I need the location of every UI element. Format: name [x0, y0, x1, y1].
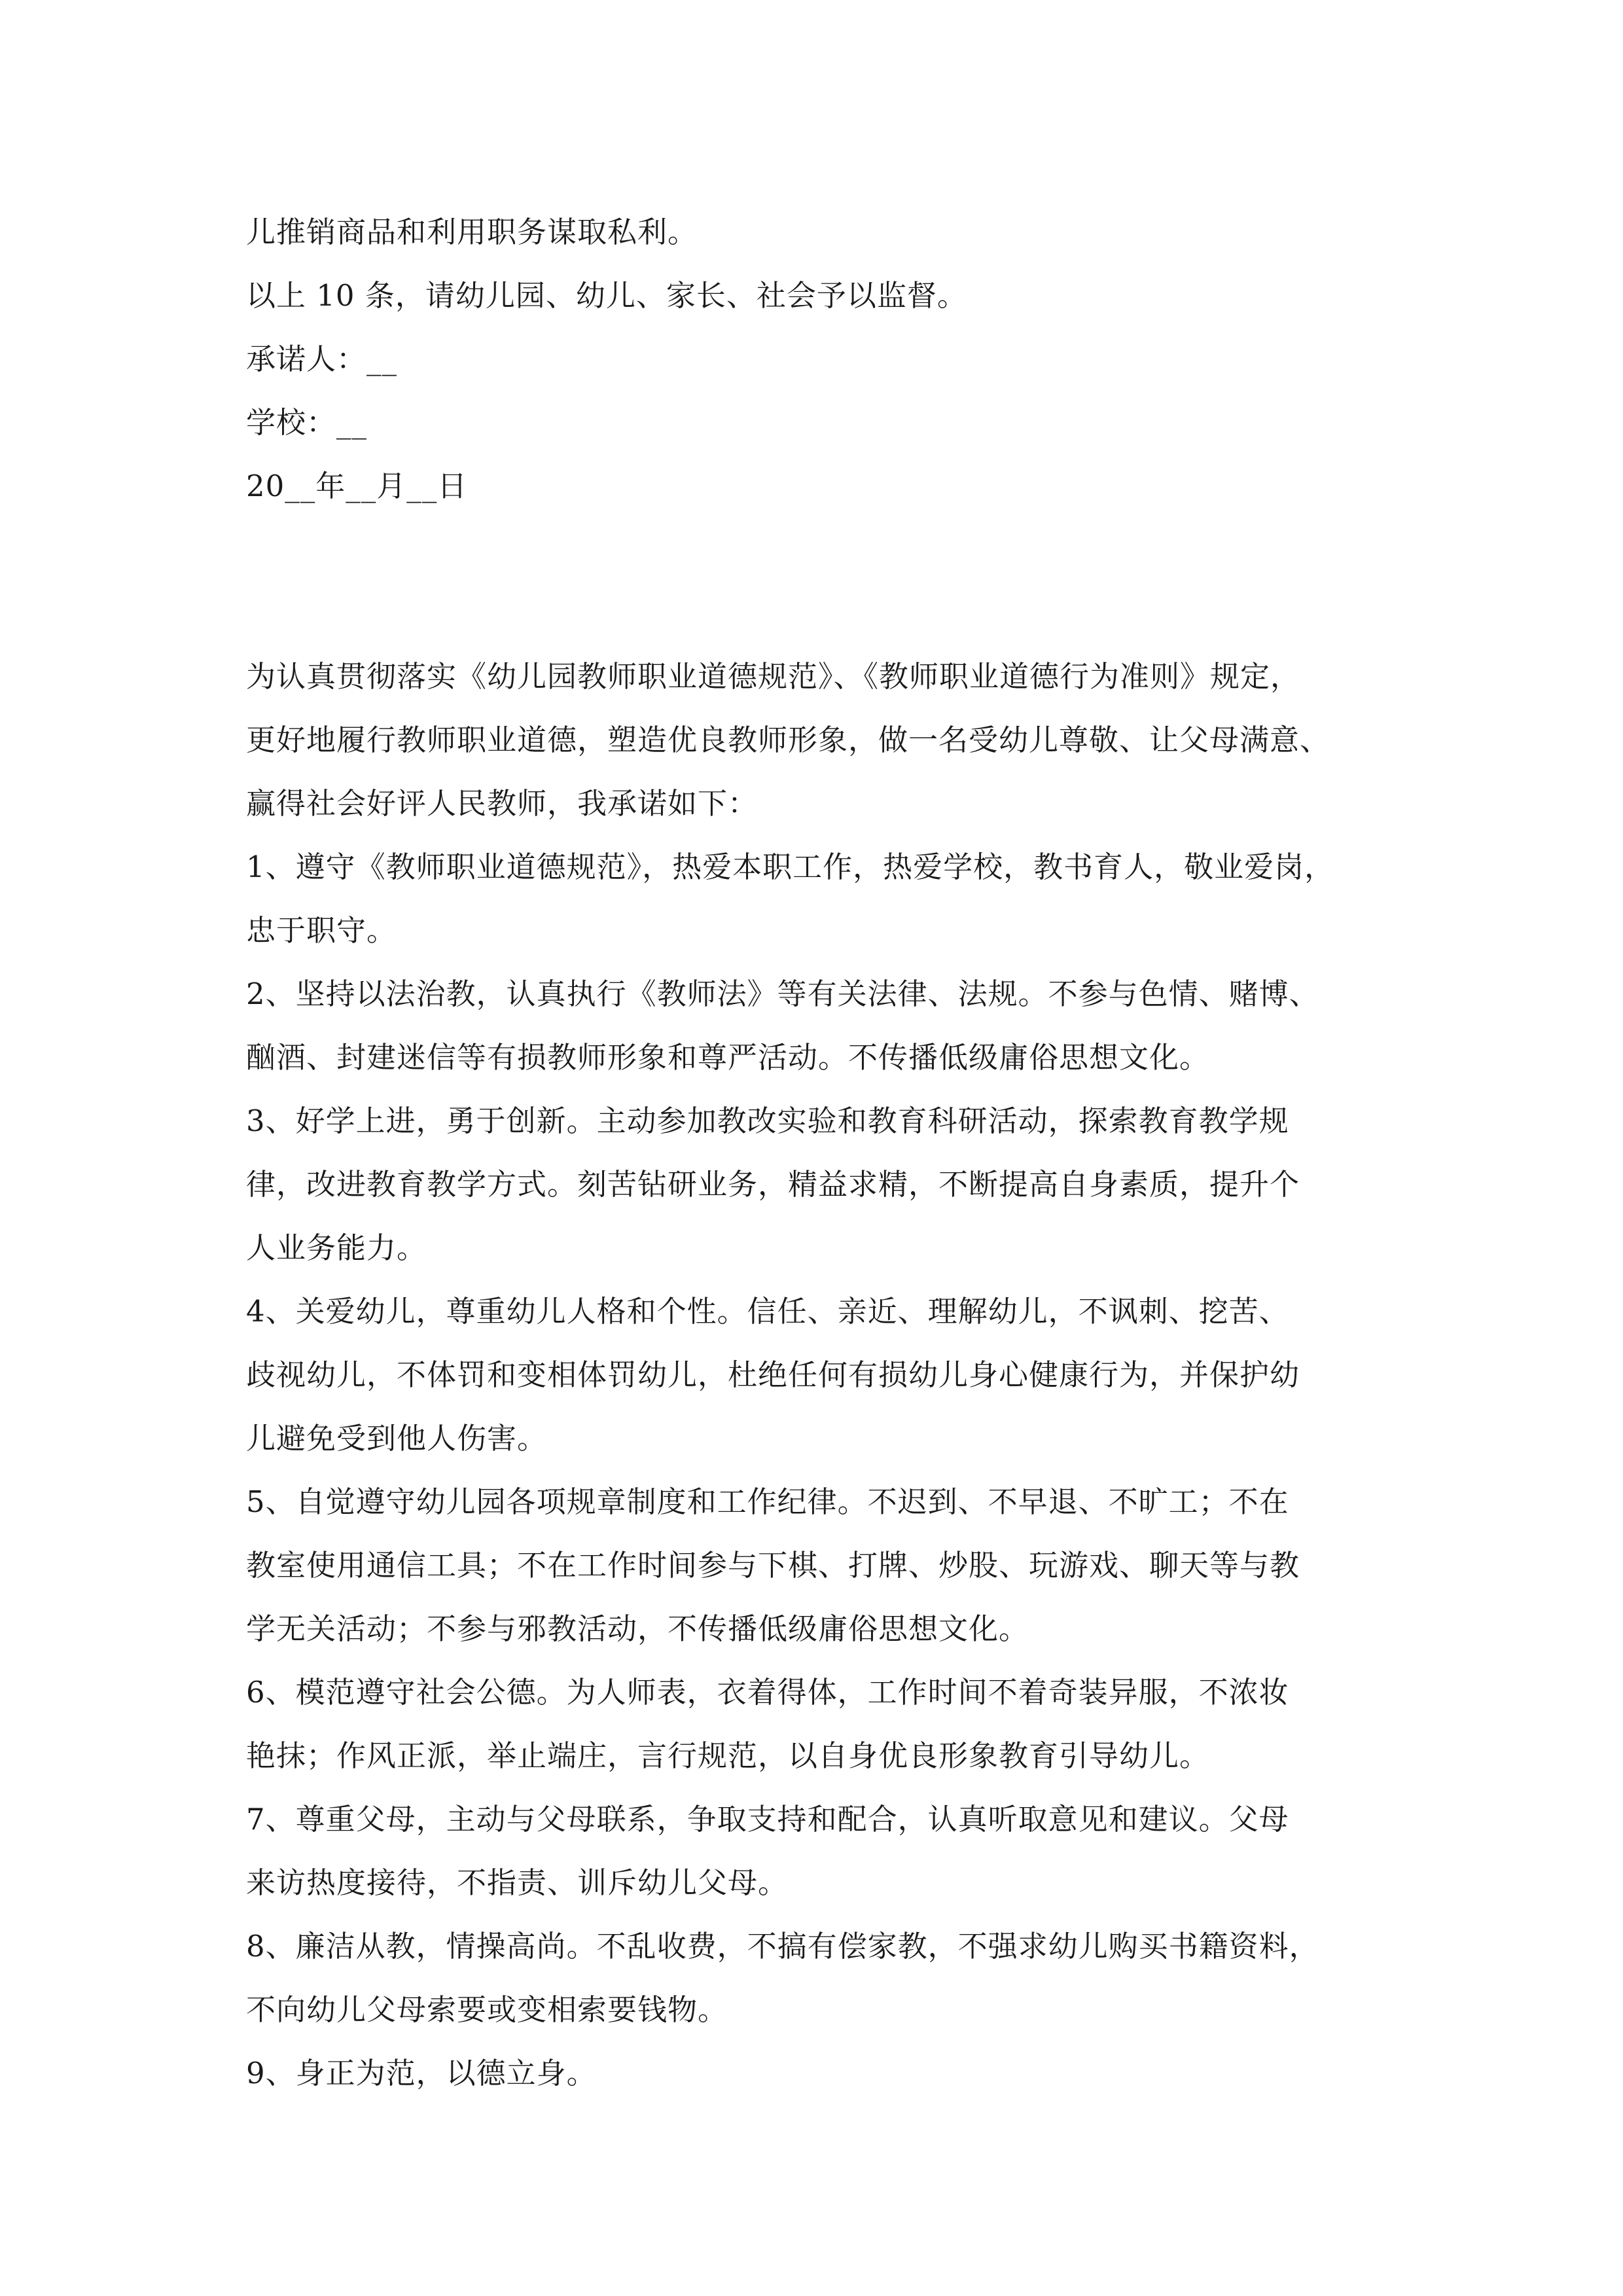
text-line: 以上 10 条，请幼儿园、幼儿、家长、社会予以监督。: [246, 278, 967, 313]
list-item-line: 艳抹；作风正派，举止端庄，言行规范，以自身优良形象教育引导幼儿。: [246, 1738, 1210, 1773]
paragraph-line: 赢得社会好评人民教师，我承诺如下：: [246, 786, 758, 821]
list-item-line: 学无关活动；不参与邪教活动，不传播低级庸俗思想文化。: [246, 1611, 1029, 1646]
pledge-body: [246, 645, 1398, 2105]
list-item-line: 人业务能力。: [246, 1230, 427, 1265]
list-item-line: 1、遵守《教师职业道德规范》，热爱本职工作，热爱学校，教书育人，敬业爱岗，: [246, 850, 1335, 884]
document-content: [246, 200, 1398, 2105]
list-item-line: 4、关爱幼儿，尊重幼儿人格和个性。信任、亲近、理解幼儿，不讽刺、挖苦、: [246, 1294, 1289, 1329]
list-item-line: 儿避免受到他人伤害。: [246, 1421, 548, 1456]
list-item-line: 2、坚持以法治教，认真执行《教师法》等有关法律、法规。不参与色情、赌博、: [246, 977, 1319, 1011]
header-section: [246, 200, 1398, 518]
list-item-line: 8、廉洁从教，情操高尚。不乱收费，不搞有偿家教，不强求幼儿购买书籍资料，: [246, 1929, 1319, 1964]
list-item-line: 律，改进教育教学方式。刻苦钻研业务，精益求精，不断提高自身素质，提升个: [246, 1167, 1300, 1202]
text-line: 儿推销商品和利用职务谋取私利。: [246, 215, 698, 249]
list-item-line: 歧视幼儿，不体罚和变相体罚幼儿，杜绝任何有损幼儿身心健康行为，并保护幼: [246, 1357, 1300, 1392]
paragraph-line: 更好地履行教师职业道德，塑造优良教师形象，做一名受幼儿尊敬、让父母满意、: [246, 723, 1330, 757]
school-line: 学校：__: [246, 405, 368, 440]
list-item-line: 5、自觉遵守幼儿园各项规章制度和工作纪律。不迟到、不早退、不旷工；不在: [246, 1484, 1289, 1519]
list-item-line: 忠于职守。: [246, 913, 397, 948]
list-item-line: 来访热度接待，不指责、训斥幼儿父母。: [246, 1865, 789, 1900]
date-line: 20__年__月__日: [246, 469, 468, 503]
list-item-line: 酗酒、封建迷信等有损教师形象和尊严活动。不传播低级庸俗思想文化。: [246, 1040, 1210, 1075]
list-item-line: 7、尊重父母，主动与父母联系，争取支持和配合，认真听取意见和建议。父母: [246, 1802, 1289, 1837]
list-item-line: 教室使用通信工具；不在工作时间参与下棋、打牌、炒股、玩游戏、聊天等与教: [246, 1548, 1300, 1583]
list-item-line: 不向幼儿父母索要或变相索要钱物。: [246, 1992, 728, 2027]
paragraph-line: 为认真贯彻落实《幼儿园教师职业道德规范》、《教师职业道德行为准则》规定，: [246, 659, 1301, 694]
list-item-line: 6、模范遵守社会公德。为人师表，衣着得体，工作时间不着奇装异服，不浓妆: [246, 1675, 1289, 1710]
signer-line: 承诺人：__: [246, 342, 398, 376]
list-item-line: 3、好学上进，勇于创新。主动参加教改实验和教育科研活动，探索教育教学规: [246, 1103, 1289, 1138]
list-item-line: 9、身正为范，以德立身。: [246, 2056, 597, 2090]
section-gap: [246, 518, 1398, 645]
